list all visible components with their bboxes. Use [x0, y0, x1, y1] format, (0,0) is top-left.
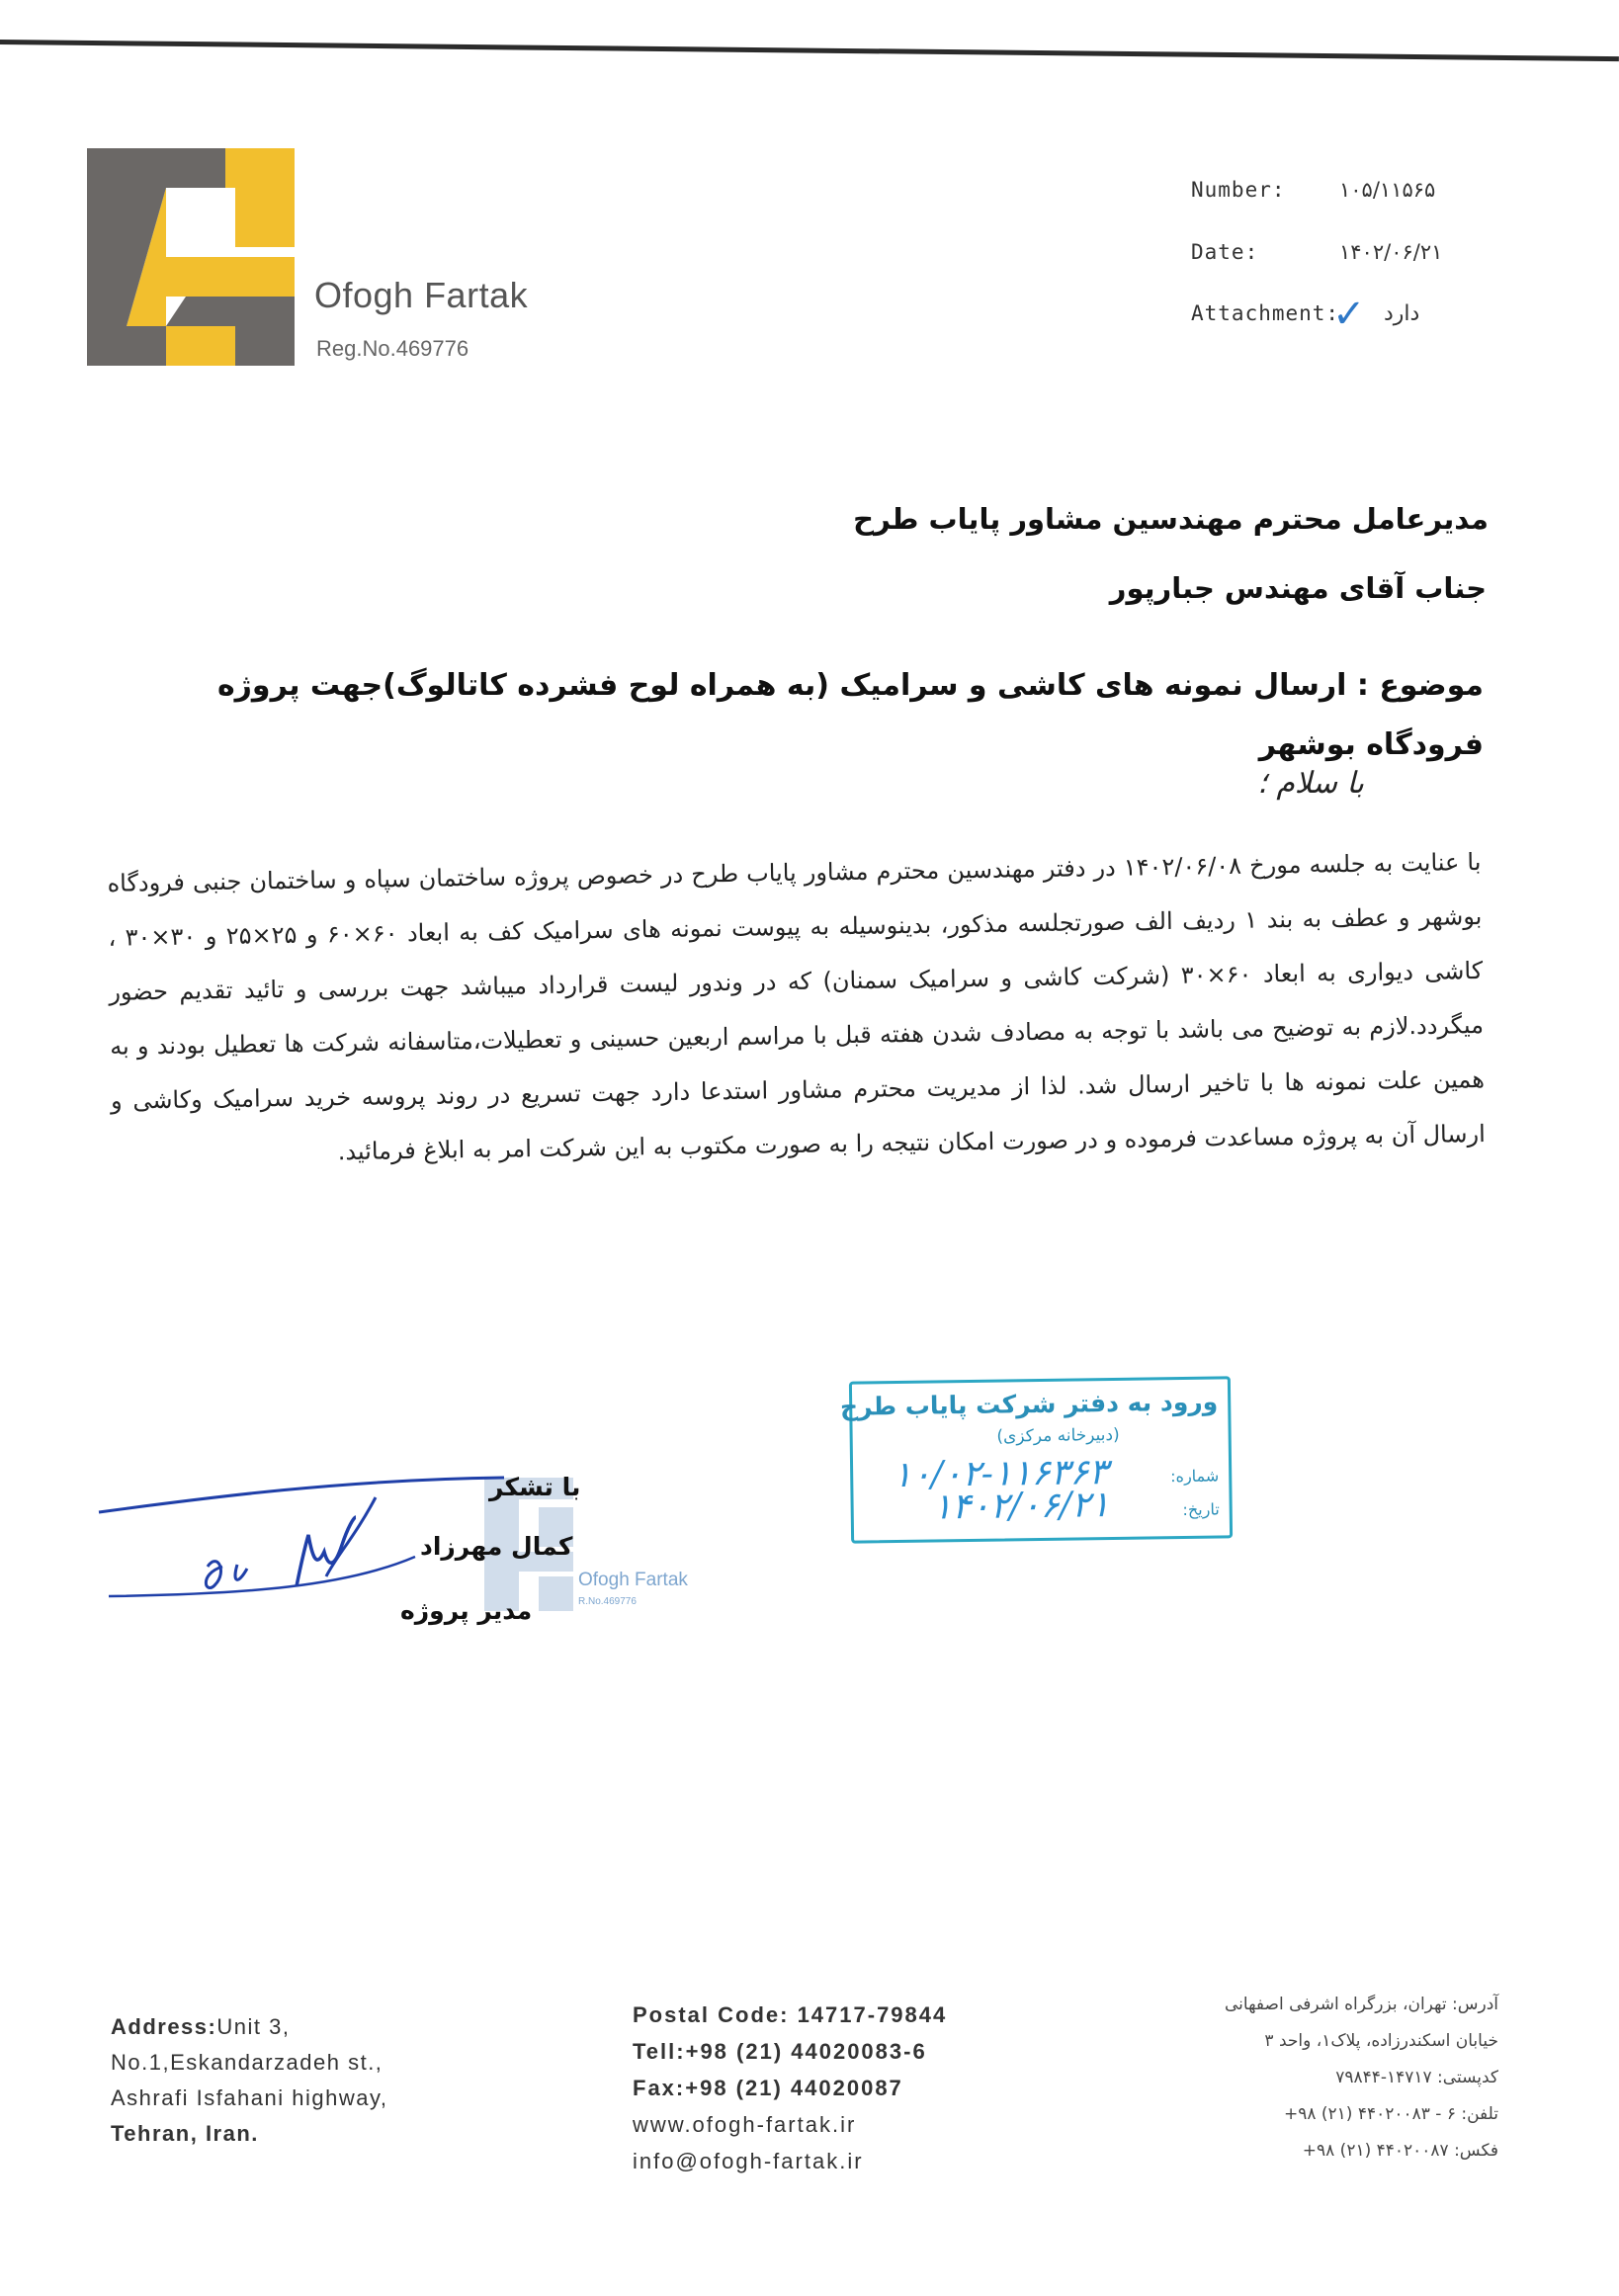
stamp-date-value: ۱۴۰۲/۰۶/۲۱	[932, 1485, 1110, 1528]
footer-contact	[633, 1997, 947, 2179]
address-line-1: Unit 3,	[216, 2014, 291, 2039]
signer-title: مدیر پروژه	[400, 1596, 533, 1625]
subject-line: موضوع : ارسال نمونه های کاشی و سرامیک (به همراه لوح فشرده کاتالوگ)جهت پروژه فرودگاه بوشهر	[216, 668, 1484, 762]
address-label: Address:	[111, 2014, 217, 2039]
greeting: با سلام ؛	[1257, 766, 1364, 801]
number-value: ۱۰۵/۱۱۵۶۵	[1339, 178, 1436, 202]
email-link[interactable]: info@ofogh-fartak.ir	[633, 2149, 864, 2173]
address-line-4: Tehran, Iran.	[111, 2121, 259, 2146]
date-value: ۱۴۰۲/۰۶/۲۱	[1339, 240, 1443, 264]
attachment-row	[1191, 292, 1420, 337]
number-label: Number:	[1191, 178, 1286, 202]
recipient-line-2: جناب آقای مهندس جبارپور	[1109, 571, 1487, 605]
recipient-line-1: مدیرعامل محترم مهندسین مشاور پایاب طرح	[853, 502, 1489, 536]
stamp-subtitle: (دبیرخانه مرکزی)	[996, 1424, 1120, 1447]
stamp-title: ورود به دفتر شرکت پایاب طرح	[839, 1387, 1219, 1421]
company-name: Ofogh Fartak	[314, 275, 529, 315]
letter-number-row	[1191, 178, 1436, 202]
stamp-date-label: تاریخ:	[1182, 1499, 1220, 1520]
attachment-label: Attachment:	[1191, 301, 1340, 325]
date-label: Date:	[1191, 240, 1259, 264]
footer-address-en	[111, 2009, 387, 2152]
address-line-2: No.1,Eskandarzadeh st.,	[111, 2050, 383, 2075]
footer-address-fa	[1225, 1987, 1498, 2169]
fa-address-line-1: آدرس: تهران، بزرگراه اشرفی اصفهانی	[1225, 1995, 1498, 2014]
stamp-number-value: ۱۰/۰۲-۱۱۶۳۶۳	[892, 1452, 1109, 1496]
attachment-value-wrap	[1332, 292, 1420, 337]
telephone: Tell:+98 (21) 44020083-6	[633, 2039, 927, 2064]
signature-thanks: با تشکر	[489, 1473, 581, 1501]
fa-postal-code: کدپستی: ۱۴۷۱۷-۷۹۸۴۴	[1335, 2068, 1498, 2087]
seal-company-name: Ofogh Fartak	[578, 1570, 688, 1590]
registration-number: Reg.No.469776	[316, 336, 469, 361]
scan-edge-line	[0, 40, 1619, 61]
fa-telephone: تلفن: ۶ - ۴۴۰۲۰۰۸۳ (۲۱) ۹۸+	[1283, 2104, 1498, 2124]
seal-reg-number: R.No.469776	[578, 1596, 637, 1607]
checkmark-icon: ✓	[1332, 292, 1368, 337]
letter-body: با عنایت به جلسه مورخ ۱۴۰۲/۰۶/۰۸ در دفتر مهندسین محترم مشاور پایاب طرح در خصوص پروژه ساختمان سپاه و ساختمان جنبی فرودگاه بوشهر و عطف به بند ۱ ردیف الف صورتجلسه مذکور، بدینوسیله به پیوست نمونه های سرامیک کف به ابعاد ۶۰×۶۰ و ۲۵×۲۵ و ۳۰×۳۰ ، کاشی دیواری به ابعاد ۶۰×۳۰ (شرکت کاشی و سرامیک سمنان) که در وندور لیست قرارداد میباشد جهت بررسی و تائید تقدیم حضور میگردد.لازم به توضیح می باشد با توجه به مصادف شدن هفته قبل با مراسم اربعین حسینی و تعطیلات،متاسفانه شرکت ها تعطیل بودند و به همین علت نمونه ها با تاخیر ارسال شد. لذا از مدیریت محترم مشاور استدعا دارد جهت تسریع در روند پروسه خرید سرامیک وکاشی و ارسال آن به پروژه مساعدت فرموده و در صورت امکان نتیجه را به صورت مکتوب به این شرکت امر به ابلاغ فرمائید.	[107, 847, 1486, 1166]
signer-name: کمال مهرزاد	[420, 1532, 573, 1561]
letter-date-row	[1191, 240, 1443, 264]
receipt-stamp	[839, 1376, 1233, 1543]
attachment-value: دارد	[1384, 301, 1420, 326]
fa-fax: فکس: ۴۴۰۲۰۰۸۷ (۲۱) ۹۸+	[1302, 2141, 1498, 2161]
website-link[interactable]: www.ofogh-fartak.ir	[633, 2112, 857, 2137]
stamp-number-label: شماره:	[1170, 1466, 1220, 1487]
address-line-3: Ashrafi Isfahani highway,	[111, 2085, 388, 2110]
company-logo	[87, 148, 295, 366]
fax: Fax:+98 (21) 44020087	[633, 2076, 903, 2100]
postal-code: Postal Code: 14717-79844	[633, 2002, 948, 2027]
fa-address-line-2: خیابان اسکندرزاده، پلاک۱، واحد ۳	[1264, 2031, 1498, 2051]
